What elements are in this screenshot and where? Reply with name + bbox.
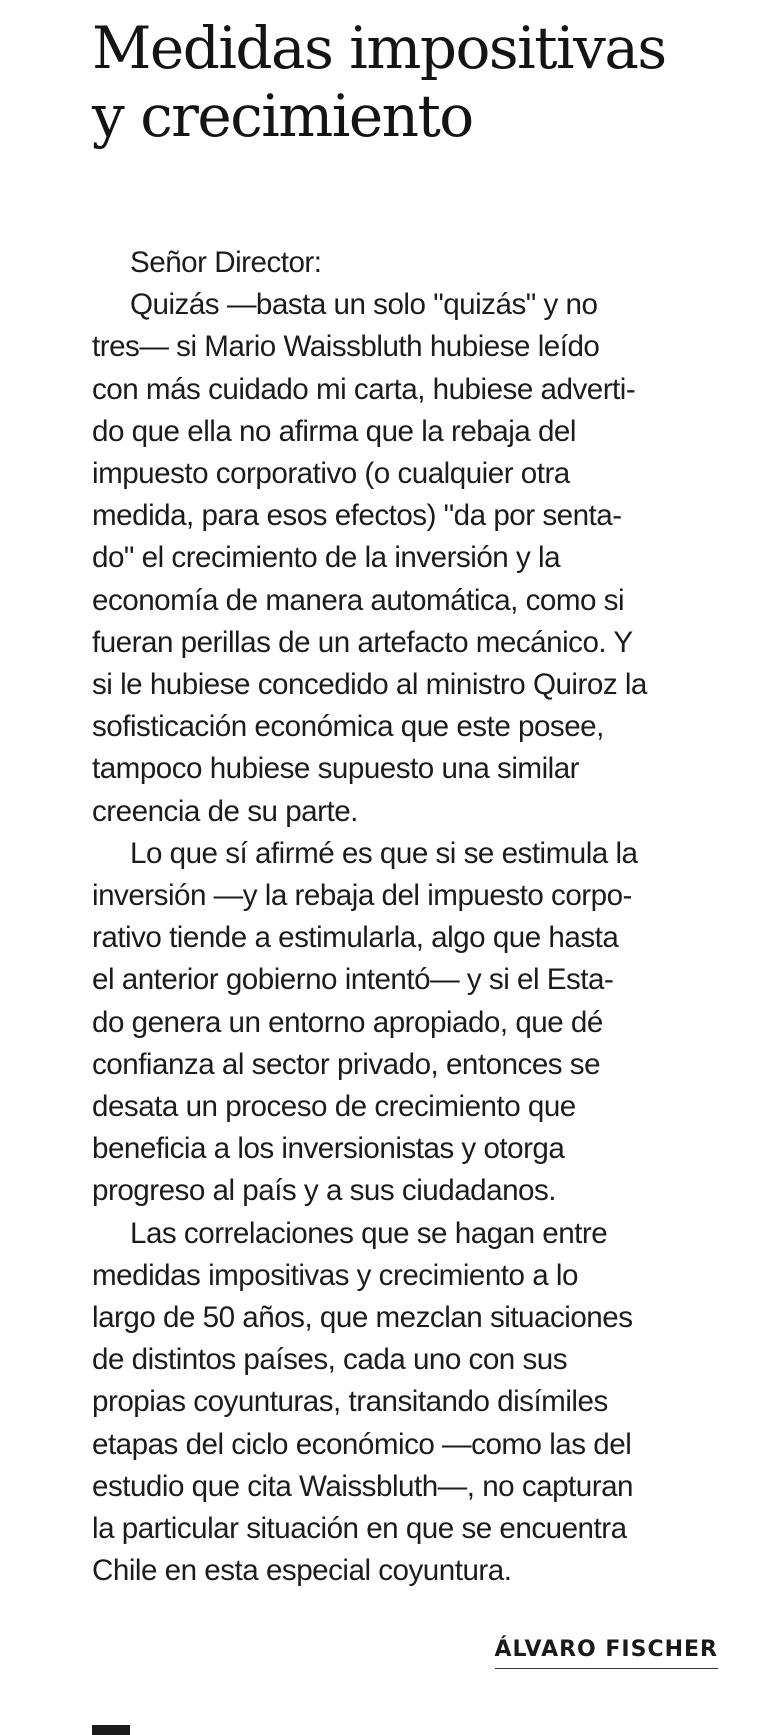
body-line: de distintos países, cada uno con sus	[92, 1343, 568, 1377]
body-line: do que ella no afirma que la rebaja del	[92, 414, 576, 448]
salutation: Señor Director:	[130, 246, 322, 279]
body-line: do" el crecimiento de la inversión y la	[92, 541, 561, 575]
body-line: Quizás —basta un solo "quizás" y no	[130, 288, 598, 322]
body-line: beneficia a los inversionistas y otorga	[92, 1132, 565, 1166]
headline-line: Medidas impositivas	[92, 14, 666, 82]
next-article-mark	[92, 1725, 130, 1735]
body-line: creencia de su parte.	[92, 794, 358, 828]
body-line: etapas del ciclo económico —como las del	[92, 1427, 632, 1461]
body-line: confianza al sector privado, entonces se	[92, 1047, 601, 1081]
letter-article	[92, 14, 718, 1593]
body-line: sofisticación económica que este posee,	[92, 710, 604, 744]
letter-body	[92, 242, 718, 1593]
body-line: economía de manera automática, como si	[92, 583, 625, 617]
body-line: Las correlaciones que se hagan entre	[130, 1216, 608, 1250]
body-line: propias coyunturas, transitando disímiles	[92, 1385, 608, 1419]
body-line: fueran perillas de un artefacto mecánico. Y	[92, 625, 633, 659]
body-line: largo de 50 años, que mezclan situaciones	[92, 1301, 633, 1335]
body-line: si le hubiese concedido al ministro Quiroz la	[92, 668, 647, 702]
body-line: rativo tiende a estimularla, algo que hasta	[92, 921, 619, 955]
body-line: Lo que sí afirmé es que si se estimula la	[130, 836, 638, 870]
body-line: el anterior gobierno intentó— y si el Esta-	[92, 963, 614, 997]
body-line: desata un proceso de crecimiento que	[92, 1090, 576, 1124]
body-line: progreso al país y a sus ciudadanos.	[92, 1174, 557, 1208]
body-line: do genera un entorno apropiado, que dé	[92, 1005, 603, 1039]
headline-line: y crecimiento	[92, 82, 473, 150]
body-line: tampoco hubiese supuesto una similar	[92, 752, 580, 786]
signature-row	[92, 1637, 718, 1669]
body-line: con más cuidado mi carta, hubiese adverti-	[92, 372, 636, 406]
body-line: estudio que cita Waissbluth—, no capturan	[92, 1469, 634, 1503]
body-line: impuesto corporativo (o cualquier otra	[92, 457, 570, 491]
body-line: la particular situación en que se encuentra	[92, 1512, 627, 1546]
body-line: medidas impositivas y crecimiento a lo	[92, 1258, 578, 1292]
body-line: inversión —y la rebaja del impuesto corpo-	[92, 879, 632, 913]
headline	[92, 14, 718, 150]
body-line: medida, para esos efectos) "da por senta-	[92, 499, 622, 533]
author-signature: ÁLVARO FISCHER	[495, 1637, 718, 1669]
body-line: tres— si Mario Waissbluth hubiese leído	[92, 330, 600, 364]
body-line: Chile en esta especial coyuntura.	[92, 1554, 512, 1588]
